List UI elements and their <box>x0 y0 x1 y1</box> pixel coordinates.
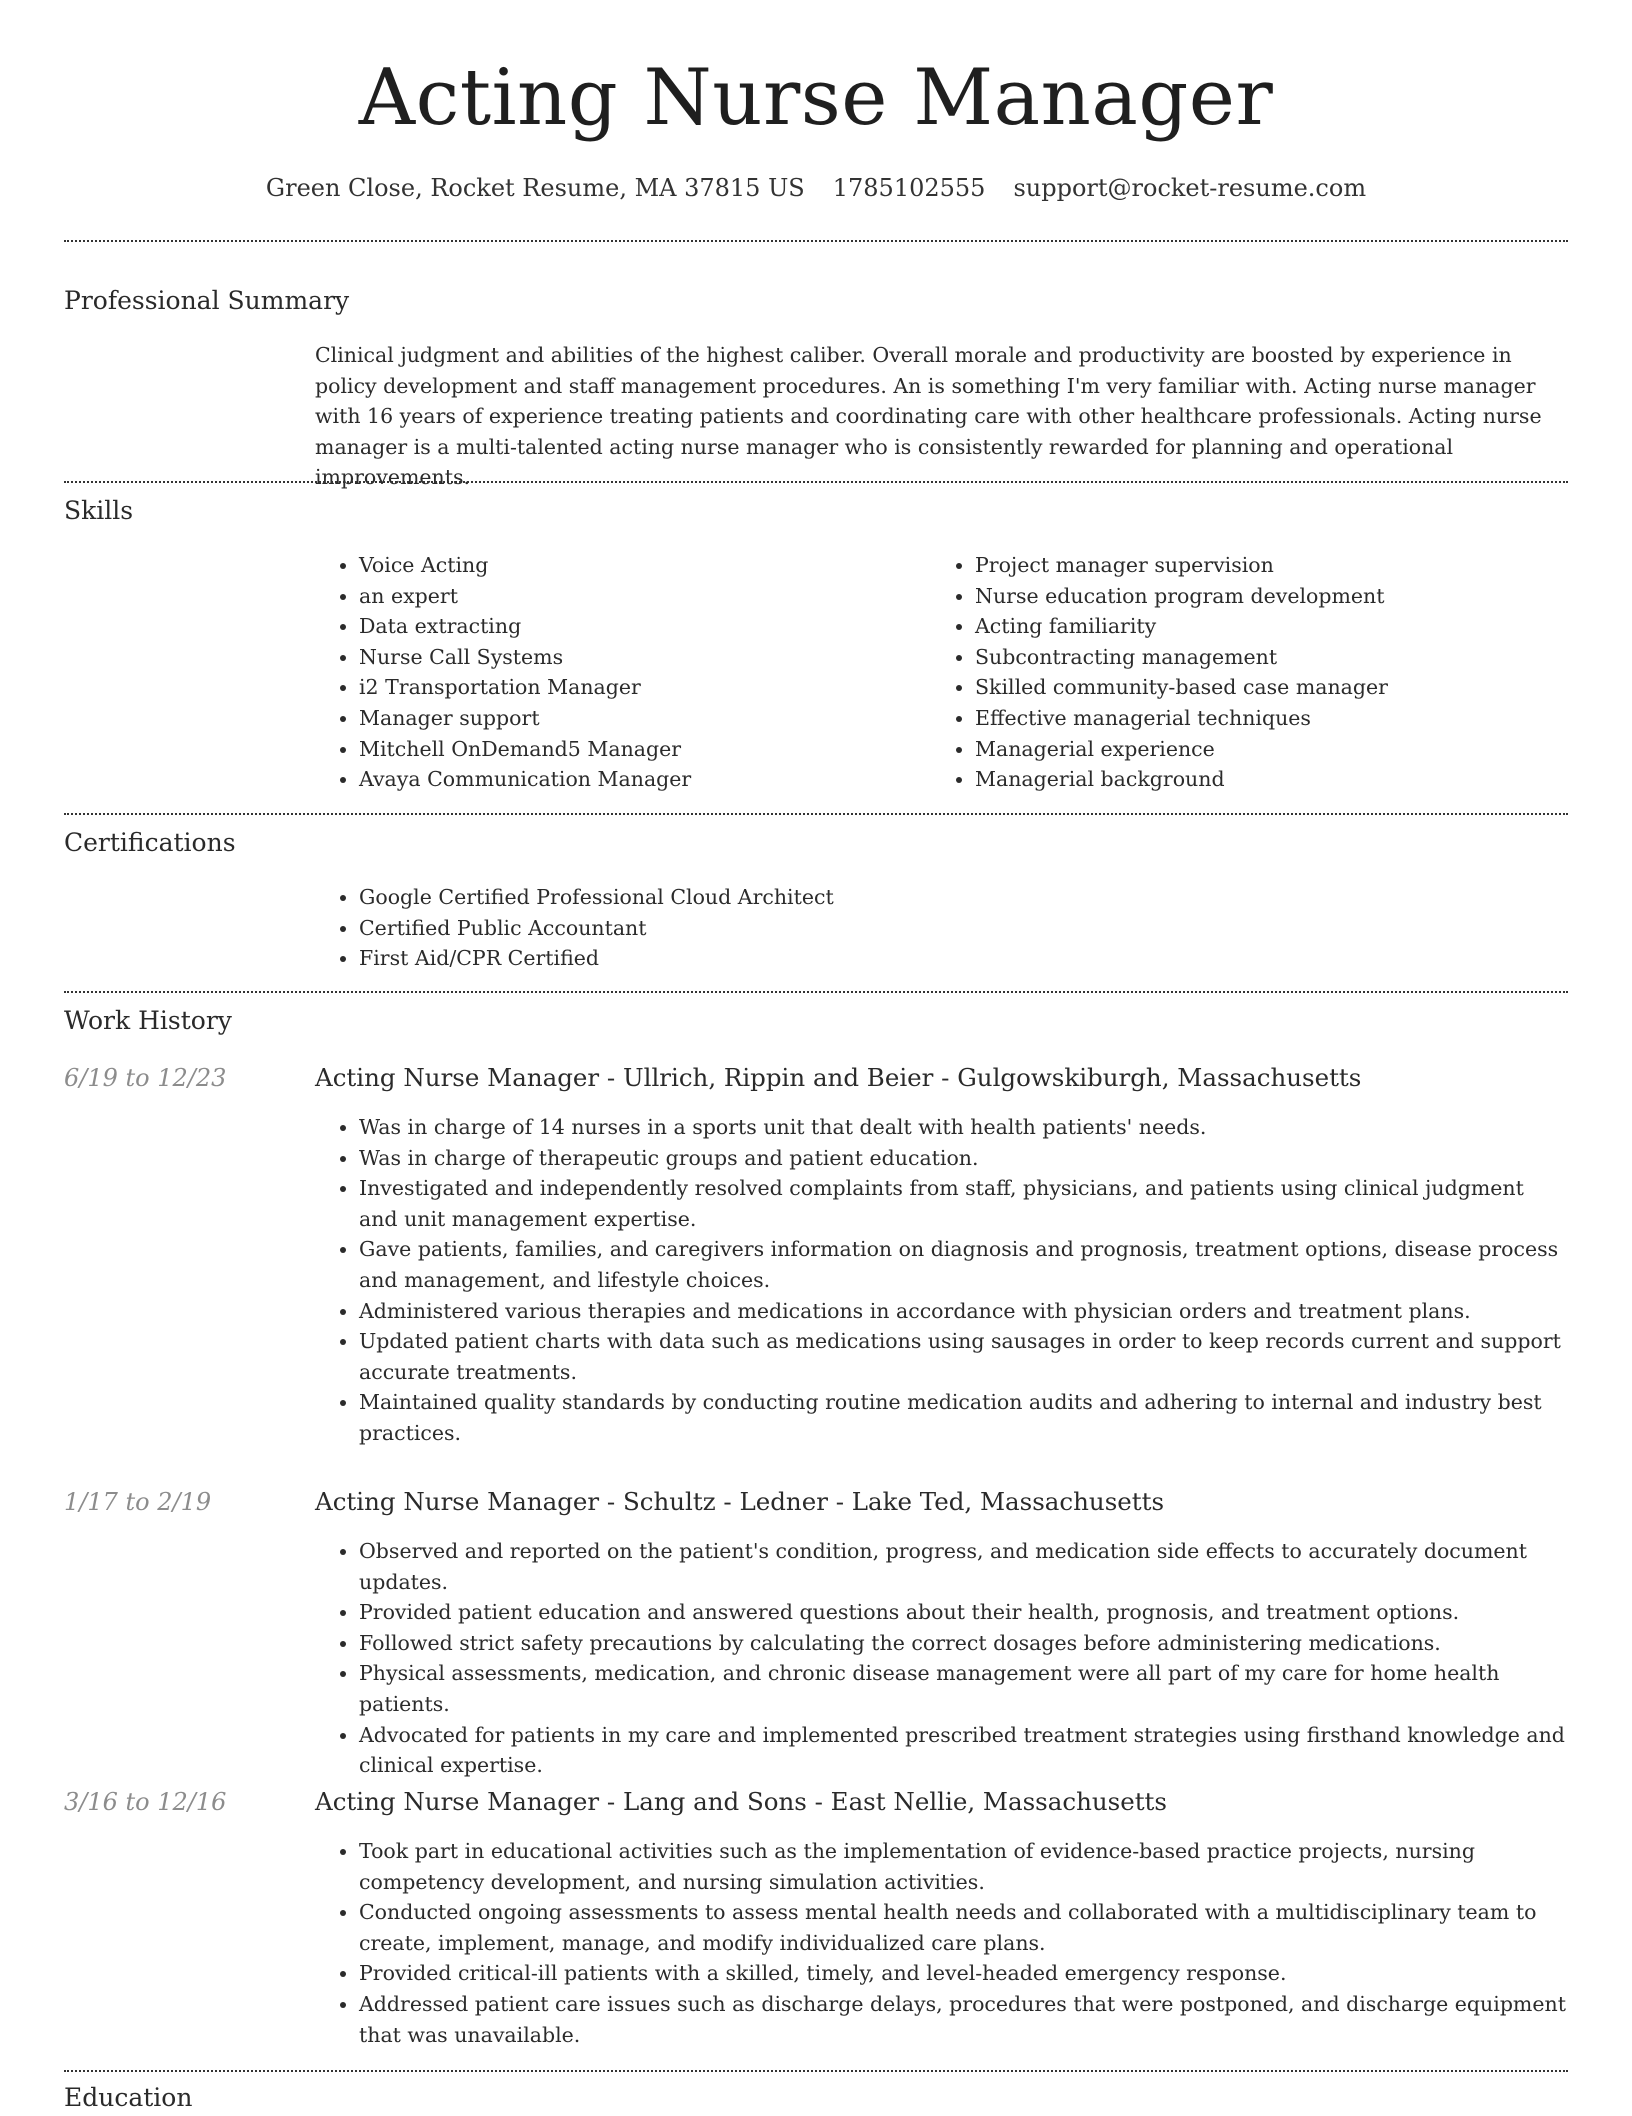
list-item: • Was in charge of therapeutic groups and patient education. <box>359 1143 1568 1174</box>
job-title: Acting Nurse Manager - Lang and Sons - East Nellie, Massachusetts <box>315 1787 1167 1816</box>
list-item: • First Aid/CPR Certified <box>359 943 1559 974</box>
skills-list-left <box>315 550 919 795</box>
section-title-skills: Skills <box>64 496 134 525</box>
list-item: • Gave patients, families, and caregivers information on diagnosis and prognosis, treatment options, disease process and management, and lifestyle choices. <box>359 1234 1568 1295</box>
job-dates: 1/17 to 2/19 <box>64 1488 212 1516</box>
list-item: • Certified Public Accountant <box>359 913 1559 944</box>
list-item: • Followed strict safety precautions by calculating the correct dosages before administering medications. <box>359 1628 1568 1659</box>
list-item: • Nurse education program development <box>975 581 1595 612</box>
list-item: • Physical assessments, medication, and chronic disease management were all part of my care for home health patients. <box>359 1658 1568 1719</box>
divider <box>64 2070 1568 2072</box>
list-item: • Updated patient charts with data such as medications using sausages in order to keep records current and support accurate treatments. <box>359 1326 1568 1387</box>
list-item: • Was in charge of 14 nurses in a sports unit that dealt with health patients' needs. <box>359 1112 1568 1143</box>
list-item: • Advocated for patients in my care and implemented prescribed treatment strategies using firsthand knowledge and clinical expertise. <box>359 1720 1568 1781</box>
divider <box>64 240 1568 242</box>
list-item: • Investigated and independently resolved complaints from staff, physicians, and patients using clinical judgment and unit management expertise. <box>359 1173 1568 1234</box>
list-item: • Observed and reported on the patient's condition, progress, and medication side effects to accurately document updates. <box>359 1536 1568 1597</box>
list-item: • an expert <box>359 581 919 612</box>
list-item: • Took part in educational activities such as the implementation of evidence-based practice projects, nursing competency development, and nursing simulation activities. <box>359 1836 1568 1897</box>
list-item: • Provided critical-ill patients with a skilled, timely, and level-headed emergency response. <box>359 1958 1568 1989</box>
certifications-list <box>315 882 1559 974</box>
divider <box>64 813 1568 815</box>
divider <box>64 991 1568 993</box>
list-item: • Skilled community-based case manager <box>975 672 1595 703</box>
list-item: • Managerial experience <box>975 734 1595 765</box>
list-item: • Effective managerial techniques <box>975 703 1595 734</box>
section-title-work-history: Work History <box>64 1006 232 1035</box>
resume-name: Acting Nurse Manager <box>358 53 1274 143</box>
contact-email[interactable]: support@rocket-resume.com <box>1013 174 1367 202</box>
divider <box>64 481 1568 483</box>
job-dates: 6/19 to 12/23 <box>64 1064 227 1092</box>
summary-text: Clinical judgment and abilities of the highest caliber. Overall morale and productivity are boosted by experience in policy development and staff management procedures. An is something I'm very familiar with. Acting nurse manager with 16 years of experience treating patients and coordinating care with other healthcare professionals. Acting nurse manager is a multi-talented acting nurse manager who is consistently rewarded for planning and operational improvements. <box>315 343 1542 490</box>
list-item: • Project manager supervision <box>975 550 1595 581</box>
contact-line <box>0 170 1632 206</box>
section-title-certifications: Certifications <box>64 828 236 857</box>
job-dates: 3/16 to 12/16 <box>64 1788 227 1816</box>
job-title: Acting Nurse Manager - Schultz - Ledner - Lake Ted, Massachusetts <box>315 1487 1165 1516</box>
job-bullets <box>315 1836 1568 2050</box>
list-item: • Addressed patient care issues such as discharge delays, procedures that were postponed, and discharge equipment that was unavailable. <box>359 1989 1568 2050</box>
list-item: • Data extracting <box>359 611 919 642</box>
list-item: • Avaya Communication Manager <box>359 764 919 795</box>
list-item: • Managerial background <box>975 764 1595 795</box>
list-item: • Google Certified Professional Cloud Architect <box>359 882 1559 913</box>
contact-address: Green Close, Rocket Resume, MA 37815 US <box>265 174 805 202</box>
list-item: • i2 Transportation Manager <box>359 672 919 703</box>
section-title-education: Education <box>64 2083 193 2112</box>
contact-phone: 1785102555 <box>832 174 986 202</box>
job-title: Acting Nurse Manager - Ullrich, Rippin and Beier - Gulgowskiburgh, Massachusetts <box>315 1063 1362 1092</box>
list-item: • Nurse Call Systems <box>359 642 919 673</box>
list-item: • Conducted ongoing assessments to assess mental health needs and collaborated with a multidisciplinary team to create, implement, manage, and modify individualized care plans. <box>359 1897 1568 1958</box>
skills-list-right <box>931 550 1595 795</box>
list-item: • Provided patient education and answered questions about their health, prognosis, and treatment options. <box>359 1597 1568 1628</box>
list-item: • Manager support <box>359 703 919 734</box>
job-bullets <box>315 1536 1568 1781</box>
list-item: • Maintained quality standards by conducting routine medication audits and adhering to internal and industry best practices. <box>359 1387 1568 1448</box>
list-item: • Administered various therapies and medications in accordance with physician orders and treatment plans. <box>359 1296 1568 1327</box>
job-bullets <box>315 1112 1568 1449</box>
list-item: • Acting familiarity <box>975 611 1595 642</box>
list-item: • Voice Acting <box>359 550 919 581</box>
list-item: • Subcontracting management <box>975 642 1595 673</box>
list-item: • Mitchell OnDemand5 Manager <box>359 734 919 765</box>
section-title-summary: Professional Summary <box>64 286 350 315</box>
